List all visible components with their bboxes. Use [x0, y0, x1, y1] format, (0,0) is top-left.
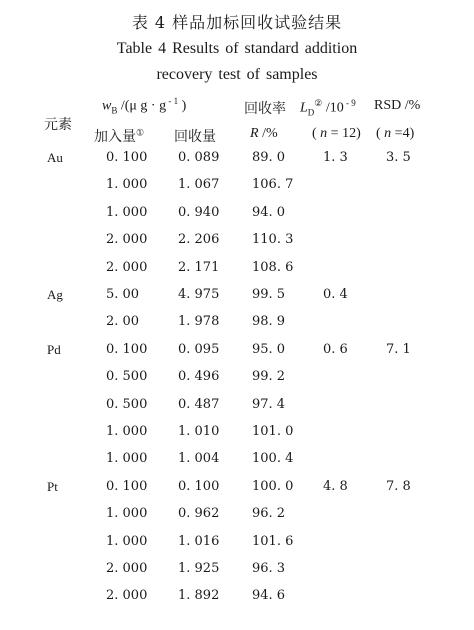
table-row — [0, 479, 474, 499]
cell-found: 1. 016 — [178, 534, 220, 549]
cell-found: 1. 067 — [178, 177, 220, 192]
cell-found: 0. 089 — [178, 150, 220, 165]
cell-recovery: 97. 4 — [252, 397, 286, 412]
cell-recovery: 98. 9 — [252, 314, 286, 329]
cell-recovery: 96. 2 — [252, 506, 286, 521]
cell-found: 0. 496 — [178, 369, 220, 384]
cell-rsd: 3. 5 — [386, 150, 411, 165]
table-row — [0, 369, 474, 389]
table-row — [0, 287, 474, 307]
cell-added: 5. 00 — [106, 287, 140, 302]
cell-detection-limit: 1. 3 — [323, 150, 348, 165]
table-row — [0, 424, 474, 444]
cell-added: 2. 000 — [106, 232, 148, 247]
header-added: 加入量① — [94, 128, 145, 145]
cell-recovery: 100. 4 — [252, 451, 294, 466]
cell-found: 1. 925 — [178, 561, 220, 576]
cell-found: 4. 975 — [178, 287, 220, 302]
table-row — [0, 150, 474, 170]
table-row — [0, 451, 474, 471]
header-rsd: RSD /% — [374, 98, 421, 113]
table-row — [0, 506, 474, 526]
header-recovery-unit: R /% — [250, 126, 278, 141]
cell-found: 0. 487 — [178, 397, 220, 412]
cell-found: 0. 100 — [178, 479, 220, 494]
header-element: 元素 — [44, 117, 72, 133]
cell-detection-limit: 4. 8 — [323, 479, 348, 494]
cell-found: 1. 892 — [178, 588, 220, 603]
cell-recovery: 106. 7 — [252, 177, 294, 192]
table-row — [0, 177, 474, 197]
cell-recovery: 95. 0 — [252, 342, 286, 357]
cell-recovery: 108. 6 — [252, 260, 294, 275]
header-detection-limit: $L_D^②$ /10 $^{- 9}$ — [300, 98, 356, 118]
cell-added: 0. 100 — [106, 150, 148, 165]
cell-recovery: 110. 3 — [252, 232, 294, 247]
cell-added: 1. 000 — [106, 424, 148, 439]
table-title-en-line2: recovery test of samples — [156, 66, 318, 83]
table-row — [0, 561, 474, 581]
cell-found: 1. 978 — [178, 314, 220, 329]
cell-added: 0. 500 — [106, 397, 148, 412]
cell-element: Pt — [47, 479, 58, 494]
cell-detection-limit: 0. 4 — [323, 287, 348, 302]
cell-recovery: 94. 0 — [252, 205, 286, 220]
header-rsd-n: ( n =4) — [376, 126, 415, 141]
footnote-2-marker: ② — [314, 98, 323, 108]
cell-element: Au — [47, 150, 63, 165]
cell-added: 1. 000 — [106, 506, 148, 521]
table-row — [0, 588, 474, 608]
cell-found: 1. 010 — [178, 424, 220, 439]
table-row — [0, 397, 474, 417]
cell-added: 1. 000 — [106, 177, 148, 192]
table-row — [0, 205, 474, 225]
table-title-en-line1: Table 4 Results of standard addition — [116, 40, 358, 57]
cell-added: 1. 000 — [106, 205, 148, 220]
cell-added: 0. 100 — [106, 479, 148, 494]
table-row — [0, 342, 474, 362]
cell-added: 2. 00 — [106, 314, 140, 329]
cell-added: 2. 000 — [106, 260, 148, 275]
cell-recovery: 94. 6 — [252, 588, 286, 603]
cell-element: Ag — [47, 287, 63, 302]
table-row — [0, 260, 474, 280]
header-mass-fraction: $w_B$ /(μ g · g $^{- 1}$ ) — [102, 96, 187, 116]
table-row — [0, 314, 474, 334]
cell-rsd: 7. 1 — [386, 342, 411, 357]
cell-found: 2. 206 — [178, 232, 220, 247]
header-recovery: 回收率 — [244, 101, 286, 117]
cell-found: 2. 171 — [178, 260, 220, 275]
cell-added: 2. 000 — [106, 588, 148, 603]
footnote-1-marker: ① — [136, 128, 145, 139]
table-title-cn: 表 4 样品加标回收试验结果 — [131, 13, 343, 32]
cell-found: 1. 004 — [178, 451, 220, 466]
cell-added: 0. 100 — [106, 342, 148, 357]
cell-found: 0. 940 — [178, 205, 220, 220]
cell-recovery: 101. 6 — [252, 534, 294, 549]
cell-detection-limit: 0. 6 — [323, 342, 348, 357]
cell-found: 0. 095 — [178, 342, 220, 357]
cell-recovery: 89. 0 — [252, 150, 286, 165]
cell-element: Pd — [47, 342, 61, 357]
cell-found: 0. 962 — [178, 506, 220, 521]
header-detection-limit-n: ( n = 12) — [312, 126, 361, 141]
table-row — [0, 534, 474, 554]
cell-recovery: 99. 2 — [252, 369, 286, 384]
cell-recovery: 96. 3 — [252, 561, 286, 576]
cell-added: 2. 000 — [106, 561, 148, 576]
cell-recovery: 99. 5 — [252, 287, 286, 302]
cell-recovery: 100. 0 — [252, 479, 294, 494]
cell-added: 0. 500 — [106, 369, 148, 384]
cell-rsd: 7. 8 — [386, 479, 411, 494]
cell-added: 1. 000 — [106, 451, 148, 466]
table-row — [0, 232, 474, 252]
header-found: 回收量 — [174, 129, 216, 145]
cell-recovery: 101. 0 — [252, 424, 294, 439]
cell-added: 1. 000 — [106, 534, 148, 549]
